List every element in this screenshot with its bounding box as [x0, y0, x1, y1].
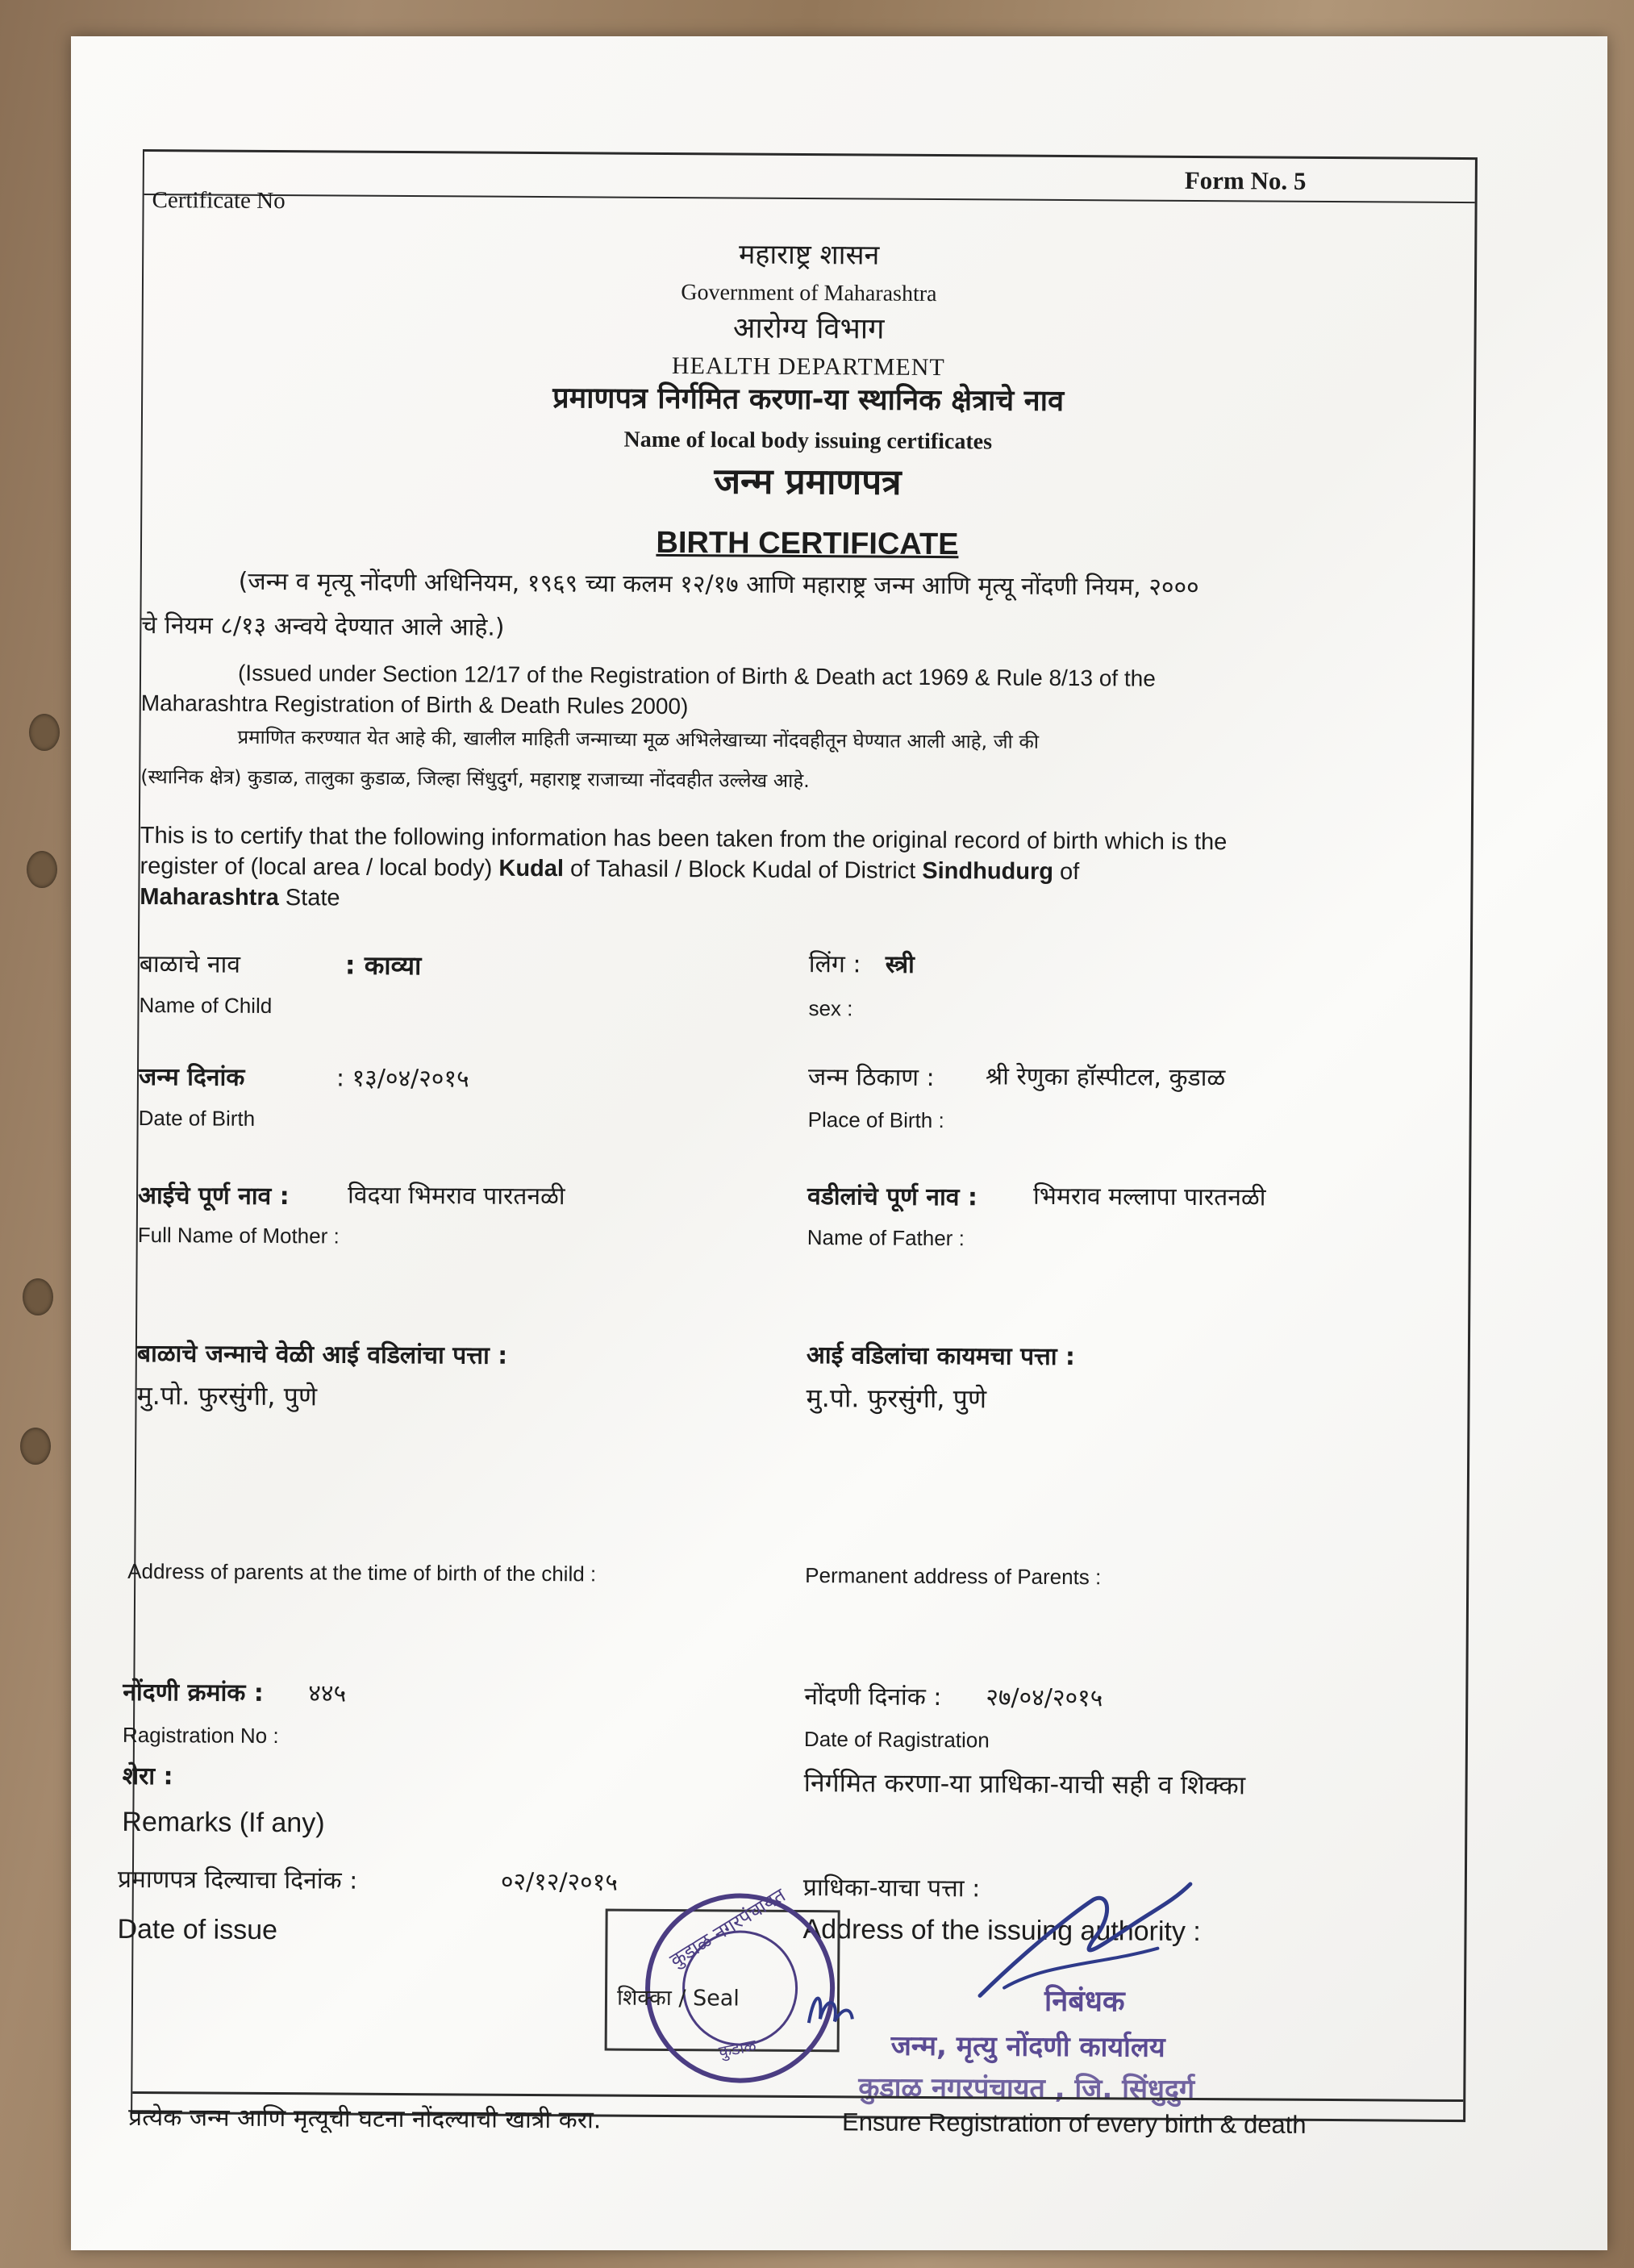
local-body-english: Name of local body issuing certificates [623, 427, 993, 455]
dob-label-mr: जन्म दिनांक [138, 1062, 245, 1092]
child-name-label-mr: बाळाचे नाव [139, 949, 241, 979]
department-english: HEALTH DEPARTMENT [671, 352, 945, 381]
child-name-value: : काव्या [344, 949, 422, 982]
reg-date-value: २७/०४/२०१५ [986, 1683, 1103, 1713]
registrar-stamp: निबंधक [1044, 1984, 1125, 2019]
district-value: Sindhudurg [922, 857, 1054, 885]
form-number: Form No. 5 [1184, 165, 1307, 195]
title-marathi: जन्म प्रमाणपत्र [714, 461, 902, 503]
authority-address-label-en: Address of the issuing authority : [802, 1914, 1201, 1948]
office-stamp-line1: जन्म, मृत्यु नोंदणी कार्यालय [890, 2029, 1165, 2064]
local-body-marathi: प्रमाणपत्र निर्गमित करणा-या स्थानिक क्षेत्राचे नाव [552, 381, 1065, 418]
seal-bottom-text: कुडाळ [717, 2035, 758, 2062]
reg-no-value: ४४५ [308, 1679, 347, 1708]
permanent-address-label-mr: आई वडिलांचा कायमचा पत्ता : [806, 1341, 1076, 1372]
reg-no-label-mr: नोंदणी क्रमांक : [123, 1678, 264, 1707]
pob-value: श्री रेणुका हॉस्पीटल, कुडाळ [985, 1062, 1226, 1093]
father-name-value: भिमराव मल्लापा पारतनळी [1032, 1182, 1266, 1212]
act-marathi-line2: चे नियम ८/१३ अन्वये देण्यात आले आहे.) [141, 611, 505, 642]
local-area-value: Kudal [498, 855, 565, 882]
dob-value: : १३/०४/२०१५ [336, 1064, 469, 1094]
footer-english: Ensure Registration of every birth & death [841, 2107, 1307, 2139]
punch-hole [29, 714, 60, 751]
certificate-frame [117, 149, 1478, 2139]
mother-label-en: Full Name of Mother : [137, 1222, 340, 1249]
permanent-address-label-en: Permanent address of Parents : [805, 1563, 1102, 1590]
mother-name-value: विदया भिमराव पारतनळी [347, 1181, 565, 1211]
birth-address-label-mr: बाळाचे जन्माचे वेळी आई वडिलांचा पत्ता : [136, 1339, 508, 1370]
dob-label-en: Date of Birth [138, 1105, 256, 1131]
father-label-mr: वडीलांचे पूर्ण नाव : [807, 1182, 978, 1212]
issue-date-label-en: Date of issue [117, 1913, 278, 1946]
initials [802, 1982, 859, 2031]
pob-label-mr: जन्म ठिकाण : [807, 1063, 935, 1093]
reg-no-label-en: Ragistration No : [122, 1722, 279, 1749]
sex-value: स्त्री [885, 950, 915, 979]
child-name-label-en: Name of Child [139, 992, 273, 1018]
tahasil-value: Kudal [752, 857, 812, 884]
act-english-line2: Maharashtra Registration of Birth & Death Rules 2000) [140, 690, 689, 719]
footer-marathi: प्रत्येक जन्म आणि मृत्यूची घटना नोंदल्याची खात्री करा. [127, 2103, 602, 2135]
mother-label-mr: आईचे पूर्ण नाव : [137, 1181, 290, 1211]
punch-hole [23, 1278, 53, 1315]
govt-name-english: Government of Maharashtra [681, 280, 937, 307]
issuer-sign-label: निर्गमित करणा-या प्राधिका-याची सही व शिक्का [803, 1767, 1246, 1801]
birth-address-value: मु.पो. फुरसुंगी, पुणे [136, 1379, 318, 1412]
remarks-label-mr: शेरा : [122, 1761, 173, 1791]
certify-marathi-line2: (स्थानिक क्षेत्र) कुडाळ, तालुका कुडाळ, जिल्हा सिंधुदुर्ग, महाराष्ट्र राजाच्या नोंदवहीत उल्लेख आहे. [140, 765, 810, 793]
permanent-address-value: मु.पो. फुरसुंगी, पुणे [806, 1382, 987, 1415]
punch-hole [20, 1428, 51, 1465]
authority-address-label-mr: प्राधिका-याचा पत्ता : [802, 1874, 981, 1903]
issue-date-label-mr: प्रमाणपत्र दिल्याचा दिनांक : [117, 1865, 358, 1895]
title-english: BIRTH CERTIFICATE [656, 525, 959, 562]
seal-ring-text: कुडाळ नगरपंचायत [665, 1883, 790, 1972]
act-english-line1: (Issued under Section 12/17 of the Registration of Birth & Death act 1969 & Rule 8/13 of the [237, 660, 1156, 691]
act-marathi-line1: (जन्म व मृत्यू नोंदणी अधिनियम, १९६९ च्या कलम १२/१७ आणि महाराष्ट्र जन्म आणि मृत्यू नोंदणी नियम, २००० [238, 567, 1199, 602]
sex-label-mr: लिंग : [808, 950, 861, 979]
reg-date-label-en: Date of Ragistration [803, 1727, 990, 1753]
govt-name-marathi: महाराष्ट्र शासन [738, 238, 880, 272]
father-label-en: Name of Father : [807, 1225, 965, 1251]
issue-date-value: ०२/१२/२०१५ [500, 1867, 619, 1897]
certify-english-line1: This is to certify that the following information has been taken from the original record of birth which is the [140, 822, 1228, 856]
certify-marathi-line1: प्रमाणित करण्यात येत आहे की, खालील माहिती जन्माच्या मूळ अभिलेखाच्या नोंदवहीतून घेण्यात आली आहे, जी की [237, 725, 1040, 753]
punch-hole [27, 851, 57, 888]
sex-label-en: sex : [808, 996, 853, 1021]
birth-address-label-en: Address of parents at the time of birth of the child : [127, 1558, 597, 1586]
department-marathi: आरोग्य विभाग [732, 311, 885, 346]
certify-english-line3: Maharashtra State [140, 883, 340, 911]
office-stamp-line2: कुडाळ नगरपंचायत , जि. सिंधुदुर्ग [858, 2071, 1195, 2107]
pob-label-en: Place of Birth : [807, 1107, 944, 1133]
state-value: Maharashtra [140, 883, 279, 911]
remarks-label-en: Remarks (If any) [122, 1806, 325, 1839]
certificate-no-label: Certificate No [152, 187, 286, 215]
reg-date-label-mr: नोंदणी दिनांक : [804, 1682, 942, 1712]
seal-label: शिक्का / Seal [616, 1985, 740, 2012]
certify-english-line2: register of (local area / local body) Kudal of Tahasil / Block Kudal of District Sindhudurg of [140, 853, 1080, 886]
